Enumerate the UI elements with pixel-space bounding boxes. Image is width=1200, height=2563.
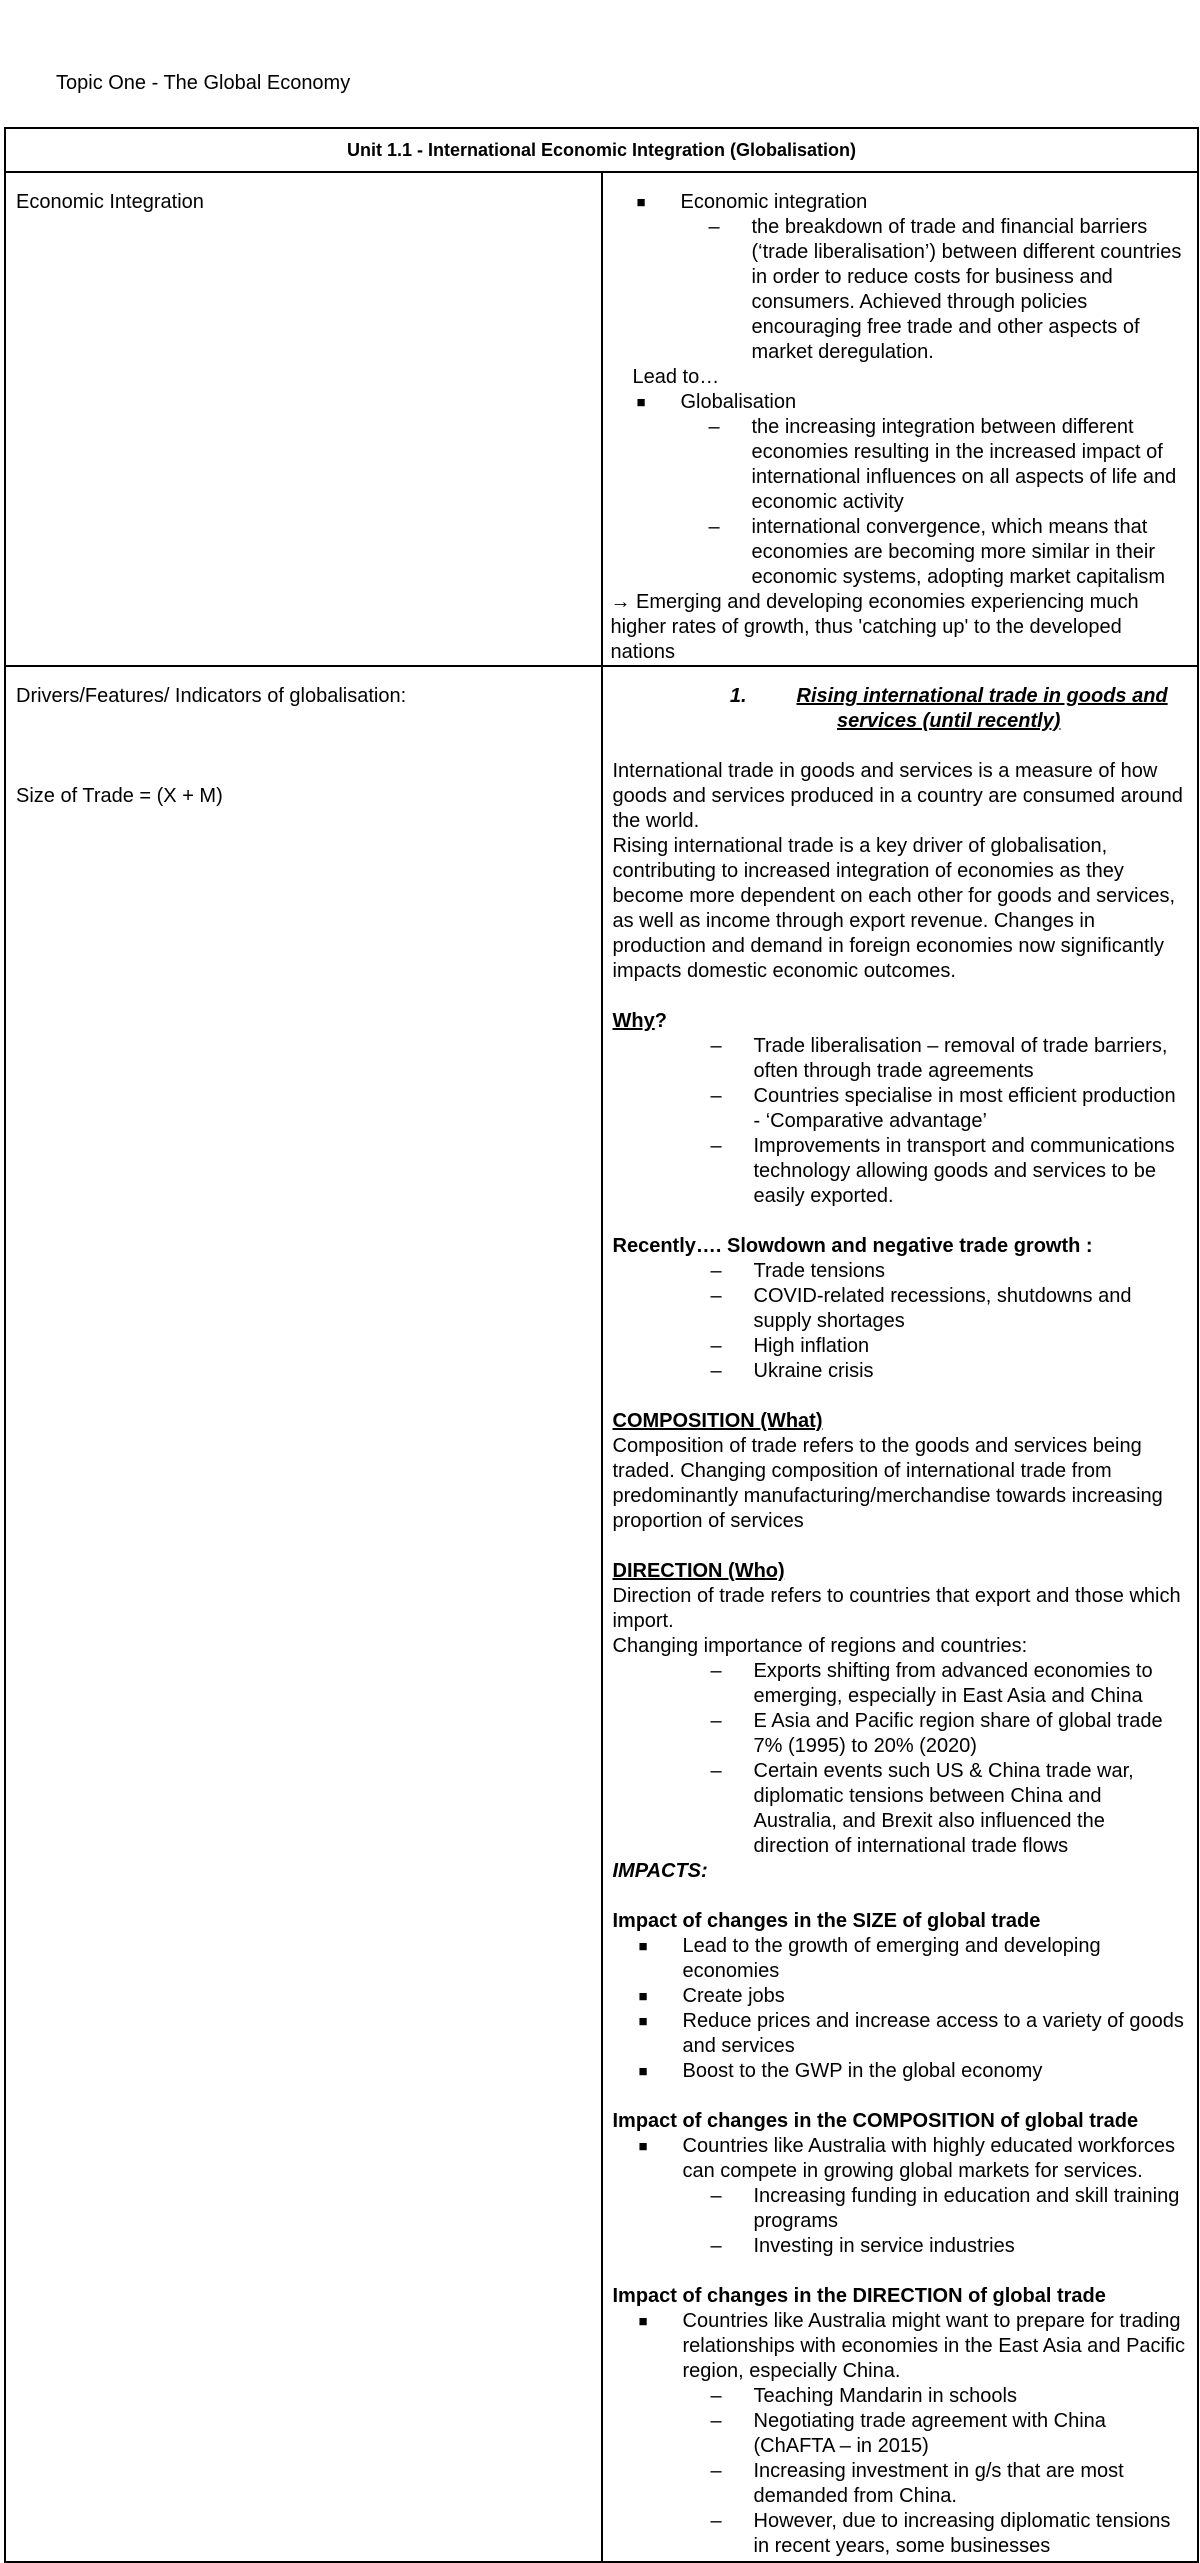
drivers-row [5,666,1198,2562]
paragraph: Changing importance of regions and countries: [612,1635,1028,1657]
dash-item: – Exports shifting from advanced economies to emerging, especially in East Asia and China [710,1660,1153,1707]
lead-to-text: Lead to… [632,366,720,388]
dash-marker: – [708,516,720,538]
section-heading [613,684,1186,734]
paragraph: Rising international trade is a key driver of globalisation, contributing to increased integration of economies as they become more dependent on each other for goods and services, as well as income through export revenue. Changes in production and demand in foreign economies now significantly impacts domestic economic outcomes. [612,835,1176,982]
bullet-marker: ■ [636,194,646,211]
bullet-item: ■ Economic integration [636,191,868,213]
dash-item: – However, due to increasing diplomatic tensions in recent years, some businesses [710,2510,1171,2557]
row1-content [602,172,1199,666]
dash-item: – E Asia and Pacific region share of global trade 7% (1995) to 20% (2020) [710,1710,1163,1757]
paragraph: Composition of trade refers to the goods and services being traded. Changing composition of international trade from predominantly manufacturing/merchandise towards increasing proportion of services [612,1435,1163,1532]
page-title: Topic One - The Global Economy [56,72,351,94]
dash-item: – Ukraine crisis [710,1360,874,1382]
direction-heading: DIRECTION (Who) [612,1560,785,1582]
dash-marker: – [708,416,720,438]
bullet-item: ■ Countries like Australia with highly educated workforces can compete in growing global markets for services. [638,2135,1175,2182]
bullet-item: ■ Create jobs [638,1985,785,2007]
heading-number: 1. [729,685,747,707]
recently-heading: Recently…. Slowdown and negative trade growth : [612,1235,1093,1257]
paragraph: International trade in goods and services is a measure of how goods and services produced in a country are consumed around the world. [612,760,1183,832]
dash-item: – Investing in service industries [710,2235,1015,2257]
row2-content [602,666,1199,2562]
why-heading: Why? [612,1010,667,1032]
bullet-item: ■ Boost to the GWP in the global economy [638,2060,1043,2082]
bullet-item: ■ Globalisation [636,391,797,413]
dash-item: – Certain events such US & China trade war, diplomatic tensions between China and Australia, and Brexit also influenced the direction of international trade flows [710,1760,1134,1857]
bullet-marker: ■ [636,394,646,411]
notes-table [4,127,1199,2563]
dash-item: – Countries specialise in most efficient production - ‘Comparative advantage’ [710,1085,1176,1132]
bullet-item: ■ Reduce prices and increase access to a variety of goods and services [638,2010,1184,2057]
dash-item: – the increasing integration between different economies resulting in the increased impact of international influences on all aspects of life and economic activity [708,416,1177,513]
dash-item: – Teaching Mandarin in schools [710,2385,1017,2407]
paragraph: Direction of trade refers to countries that export and those which import. [612,1585,1181,1632]
composition-heading: COMPOSITION (What) [612,1410,823,1432]
direction-impact-heading: Impact of changes in the DIRECTION of global trade [612,2285,1106,2307]
dash-item: – COVID-related recessions, shutdowns and supply shortages [710,1285,1132,1332]
row1-label [5,172,602,666]
dash-item: – Increasing investment in g/s that are most demanded from China. [710,2460,1124,2507]
composition-impact-heading: Impact of changes in the COMPOSITION of global trade [612,2110,1139,2132]
dash-item: – High inflation [710,1335,870,1357]
bullet-item: ■ Lead to the growth of emerging and developing economies [638,1935,1101,1982]
size-impact-heading: Impact of changes in the SIZE of global trade [612,1910,1041,1932]
dash-item: – the breakdown of trade and financial barriers (‘trade liberalisation’) between different countries in order to reduce costs for business and consumers. Achieved through policies encouraging free trade and other aspects of market deregulation. [708,216,1182,363]
row2-label [5,666,602,2562]
dash-item: – Improvements in transport and communications technology allowing goods and services to be easily exported. [710,1135,1175,1207]
bullet-item: ■ Countries like Australia might want to prepare for trading relationships with economies in the East Asia and Pacific region, especially China. [638,2310,1185,2382]
impacts-heading: IMPACTS: [612,1860,708,1882]
size-of-trade-label: Size of Trade = (X + M) [16,785,223,807]
dash-marker: – [708,216,720,238]
dash-item: – Trade liberalisation – removal of trade barriers, often through trade agreements [710,1035,1168,1082]
dash-item: – Negotiating trade agreement with China (ChAFTA – in 2015) [710,2410,1106,2457]
heading-text: Rising international trade in goods and services (until recently) [796,685,1168,732]
conclusion-arrow-text: → Emerging and developing economies experiencing much higher rates of growth, thus 'catching up' to the developed nations [610,591,1139,663]
dash-item: – Trade tensions [710,1260,886,1282]
dash-item: – Increasing funding in education and skill training programs [710,2185,1180,2232]
economic-integration-label: Economic Integration [16,191,204,213]
economic-integration-row [5,172,1198,666]
dash-item: – international convergence, which means that economies are becoming more similar in their economic systems, adopting market capitalism [708,516,1165,588]
drivers-label: Drivers/Features/ Indicators of globalisation: [16,685,407,707]
unit-header: Unit 1.1 - International Economic Integration (Globalisation) [5,128,1198,172]
